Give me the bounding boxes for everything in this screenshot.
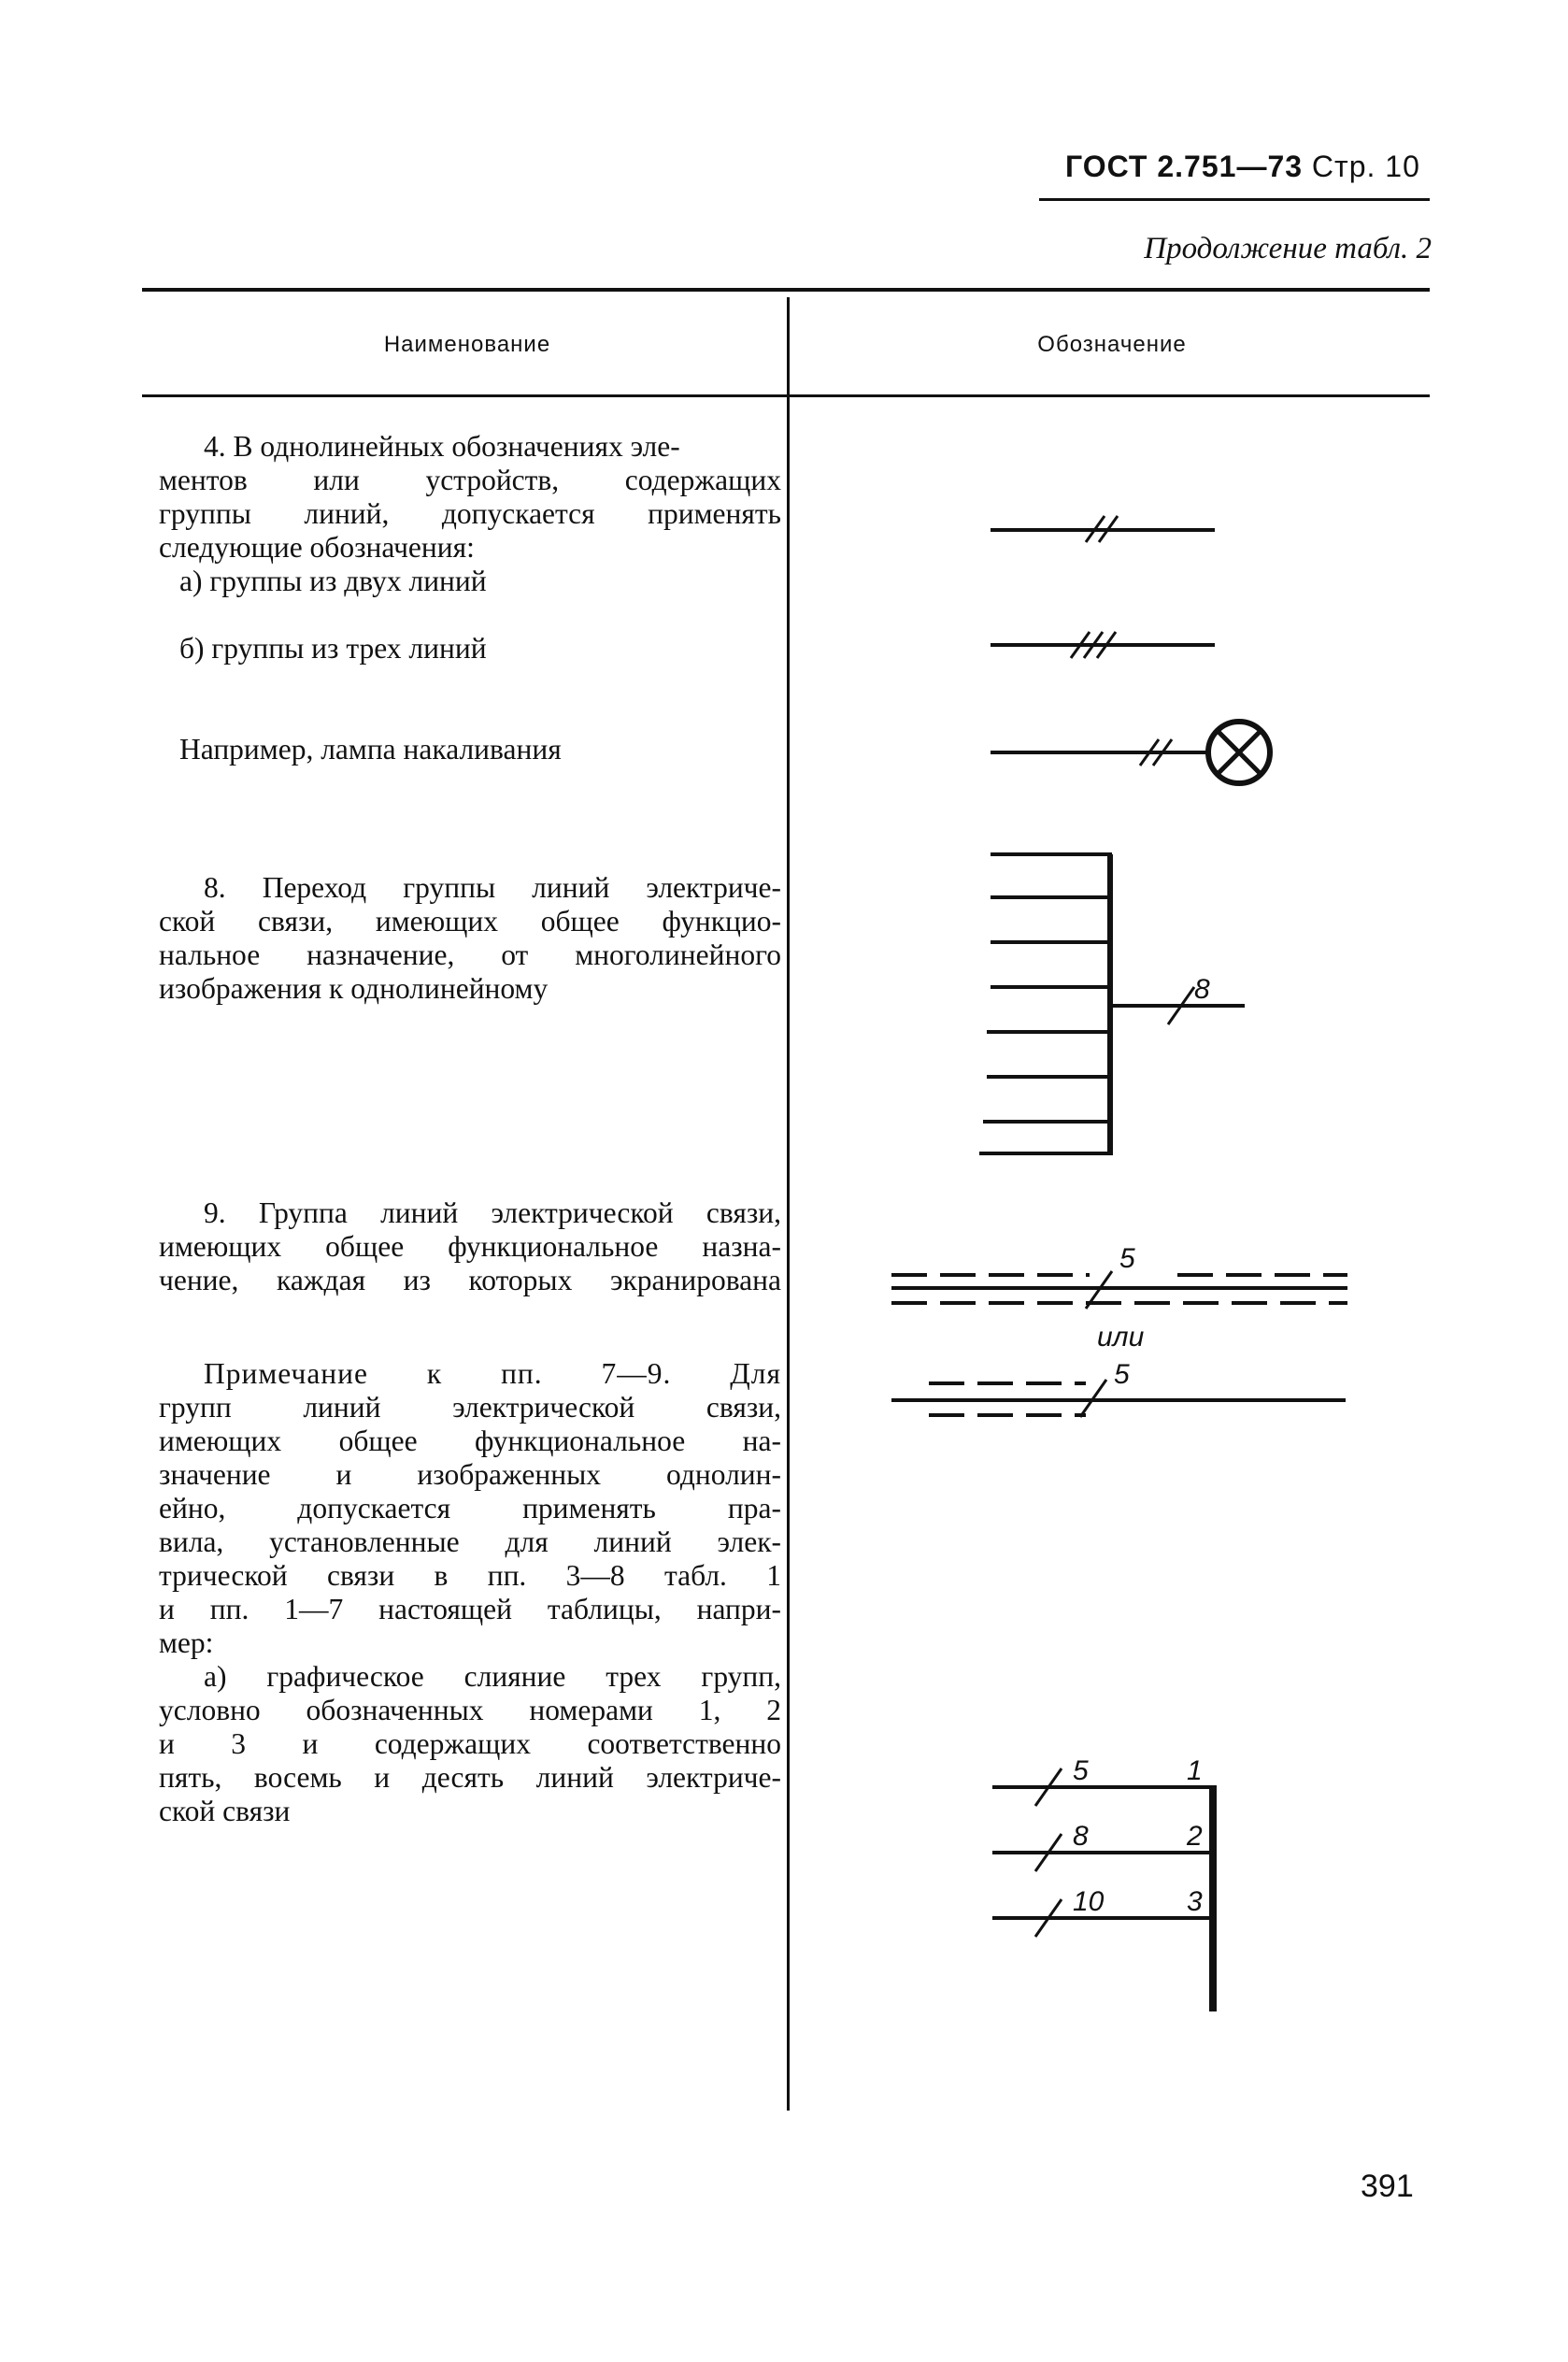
row-9-line-1: 9. Группа линий электрической связи, (204, 1196, 781, 1229)
multiline-to-singleline-symbol (972, 841, 1252, 1168)
note-line-6: вила, установленные для линий элек- (159, 1525, 781, 1558)
header-rule (1039, 198, 1430, 201)
row-9-symbol-label-1: 5 (1119, 1243, 1135, 1274)
row-4-line-2: ментов или устройств, содержащих (159, 464, 781, 496)
row-9-symbol-label-2: 5 (1114, 1359, 1130, 1390)
continuation-label: Продолжение табл. 2 (1144, 232, 1432, 265)
row-4-text (159, 430, 781, 565)
row-4-item-a: а) группы из двух линий (179, 565, 487, 597)
row-9-line-2: имеющих общее функциональное назна- (159, 1230, 781, 1263)
standard-header (1065, 150, 1420, 184)
three-line-group-symbol (981, 617, 1224, 673)
row-4-example: Например, лампа накаливания (179, 733, 562, 766)
note-line-11: условно обозначенных номерами 1, 2 (159, 1694, 781, 1726)
page-number: 391 (1361, 2169, 1414, 2204)
row-4-item-b: б) группы из трех линий (179, 632, 487, 665)
row-4-line-4: следующие обозначения: (159, 531, 475, 564)
note-line-8: и пп. 1—7 настоящей таблицы, напри- (159, 1593, 781, 1625)
table-head-rule (142, 394, 1430, 397)
row-8-line-2: ской связи, имеющих общее функцио- (159, 905, 781, 938)
row-4-line-1: 4. В однолинейных обозначениях эле- (204, 430, 680, 463)
or-label: или (1097, 1322, 1145, 1353)
column-divider (787, 297, 790, 2111)
merge-count-3: 10 (1073, 1886, 1105, 1917)
row-9-line-3: чение, каждая из которых экранирована (159, 1264, 781, 1296)
note-line-9: мер: (159, 1626, 214, 1659)
merge-count-2: 8 (1073, 1821, 1089, 1852)
note-line-13: пять, восемь и десять линий электриче- (159, 1761, 781, 1794)
note-line-14: ской связи (159, 1795, 291, 1827)
note-line-2: групп линий электрической связи, (159, 1391, 781, 1424)
merge-number-2: 2 (1187, 1821, 1203, 1852)
shielded-group-symbol-alt (878, 1355, 1364, 1430)
row-8-line-4: изображения к однолинейному (159, 972, 549, 1005)
row-8-line-3: нальное назначение, от многолинейного (159, 938, 781, 971)
note-line-10: а) графическое слияние трех групп, (204, 1660, 781, 1693)
incandescent-lamp-symbol (981, 710, 1290, 794)
merge-number-1: 1 (1187, 1755, 1203, 1786)
column-header-name: Наименование (383, 332, 551, 357)
note-line-12: и 3 и содержащих соответственно (159, 1727, 781, 1760)
page-label: Стр. 10 (1311, 150, 1420, 183)
row-9-text (159, 1196, 781, 1297)
group-merge-symbol (981, 1739, 1280, 2019)
standard-code: ГОСТ 2.751—73 (1065, 150, 1304, 183)
column-header-symbol: Обозначение (1037, 332, 1187, 357)
note-line-1: Примечание к пп. 7—9. Для (204, 1357, 781, 1390)
two-line-group-symbol (981, 495, 1224, 551)
row-8-line-1: 8. Переход группы линий электриче- (204, 871, 781, 904)
note-line-3: имеющих общее функциональное на- (159, 1424, 781, 1457)
note-line-4: значение и изображенных однолин- (159, 1458, 781, 1491)
table-top-rule (142, 288, 1430, 292)
row-8-symbol-label: 8 (1194, 974, 1210, 1005)
note-line-7: трической связи в пп. 3—8 табл. 1 (159, 1559, 781, 1592)
row-4-line-3: группы линий, допускается применять (159, 497, 781, 530)
merge-count-1: 5 (1073, 1755, 1089, 1786)
note-text (159, 1357, 781, 1828)
row-8-text (159, 871, 781, 1006)
note-line-5: ейно, допускается применять пра- (159, 1492, 781, 1525)
merge-number-3: 3 (1187, 1886, 1203, 1917)
